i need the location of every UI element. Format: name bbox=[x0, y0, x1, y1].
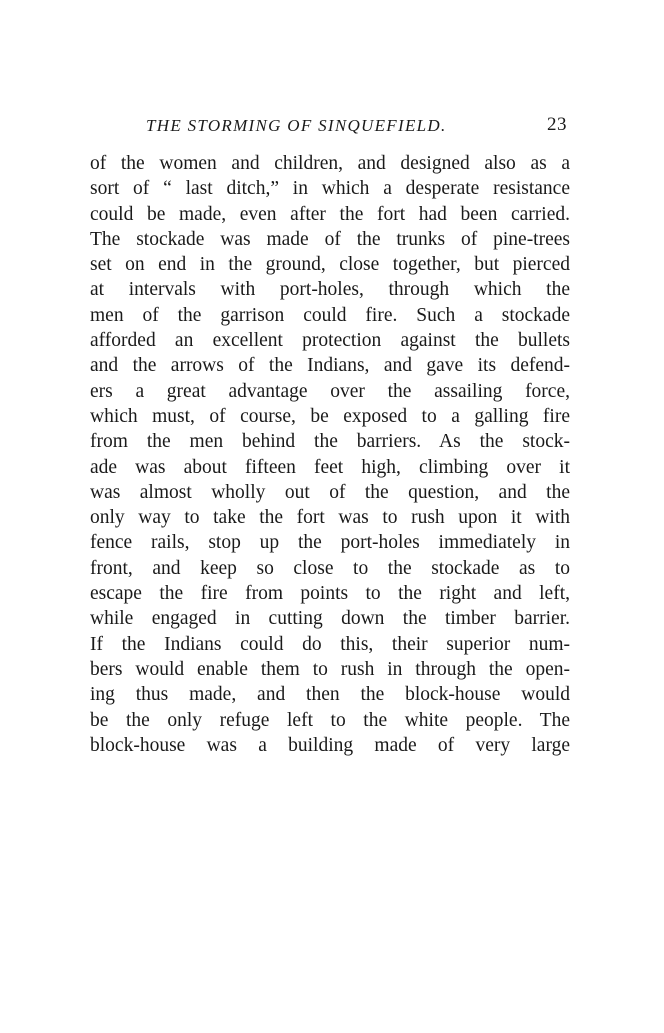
text-line: The stockade was made of the trunks of pine-trees bbox=[90, 228, 570, 250]
text-line: of the women and children, and designed also as a bbox=[90, 153, 570, 174]
text-line: men of the garrison could fire. Such a stockade bbox=[90, 304, 570, 326]
text-line: and the arrows of the Indians, and gave its defend- bbox=[90, 355, 570, 377]
text-line: If the Indians could do this, their superior num- bbox=[90, 633, 570, 655]
text-line: fence rails, stop up the port-holes immediately in bbox=[90, 532, 570, 554]
text-line: at intervals with port-holes, through which the bbox=[90, 279, 570, 301]
body-text bbox=[90, 151, 570, 758]
running-title: THE STORMING OF SINQUEFIELD. bbox=[146, 116, 447, 135]
text-line: front, and keep so close to the stockade as to bbox=[90, 557, 570, 579]
text-line: afforded an excellent protection against the bullets bbox=[90, 330, 570, 352]
text-line: be the only refuge left to the white people. The bbox=[90, 709, 570, 731]
text-line: while engaged in cutting down the timber barrier. bbox=[90, 608, 570, 630]
text-line: was almost wholly out of the question, and the bbox=[90, 481, 570, 503]
text-line: which must, of course, be exposed to a galling fire bbox=[90, 405, 570, 427]
text-line: bers would enable them to rush in through the open- bbox=[90, 658, 570, 680]
text-line: sort of “ last ditch,” in which a desperate resistance bbox=[90, 178, 570, 200]
text-line: from the men behind the barriers. As the stock- bbox=[90, 431, 570, 453]
text-line: set on end in the ground, close together, but pierced bbox=[90, 254, 570, 276]
page-number: 23 bbox=[547, 114, 567, 135]
text-line: ing thus made, and then the block-house would bbox=[90, 684, 570, 706]
text-line: block-house was a building made of very large bbox=[90, 734, 570, 756]
text-line: ers a great advantage over the assailing force, bbox=[90, 380, 570, 402]
text-line: ade was about fifteen feet high, climbing over it bbox=[90, 456, 570, 478]
text-line: could be made, even after the fort had been carried. bbox=[90, 203, 570, 225]
text-line: only way to take the fort was to rush upon it with bbox=[90, 507, 570, 529]
text-line: escape the fire from points to the right and left, bbox=[90, 583, 570, 605]
running-head bbox=[90, 112, 570, 142]
